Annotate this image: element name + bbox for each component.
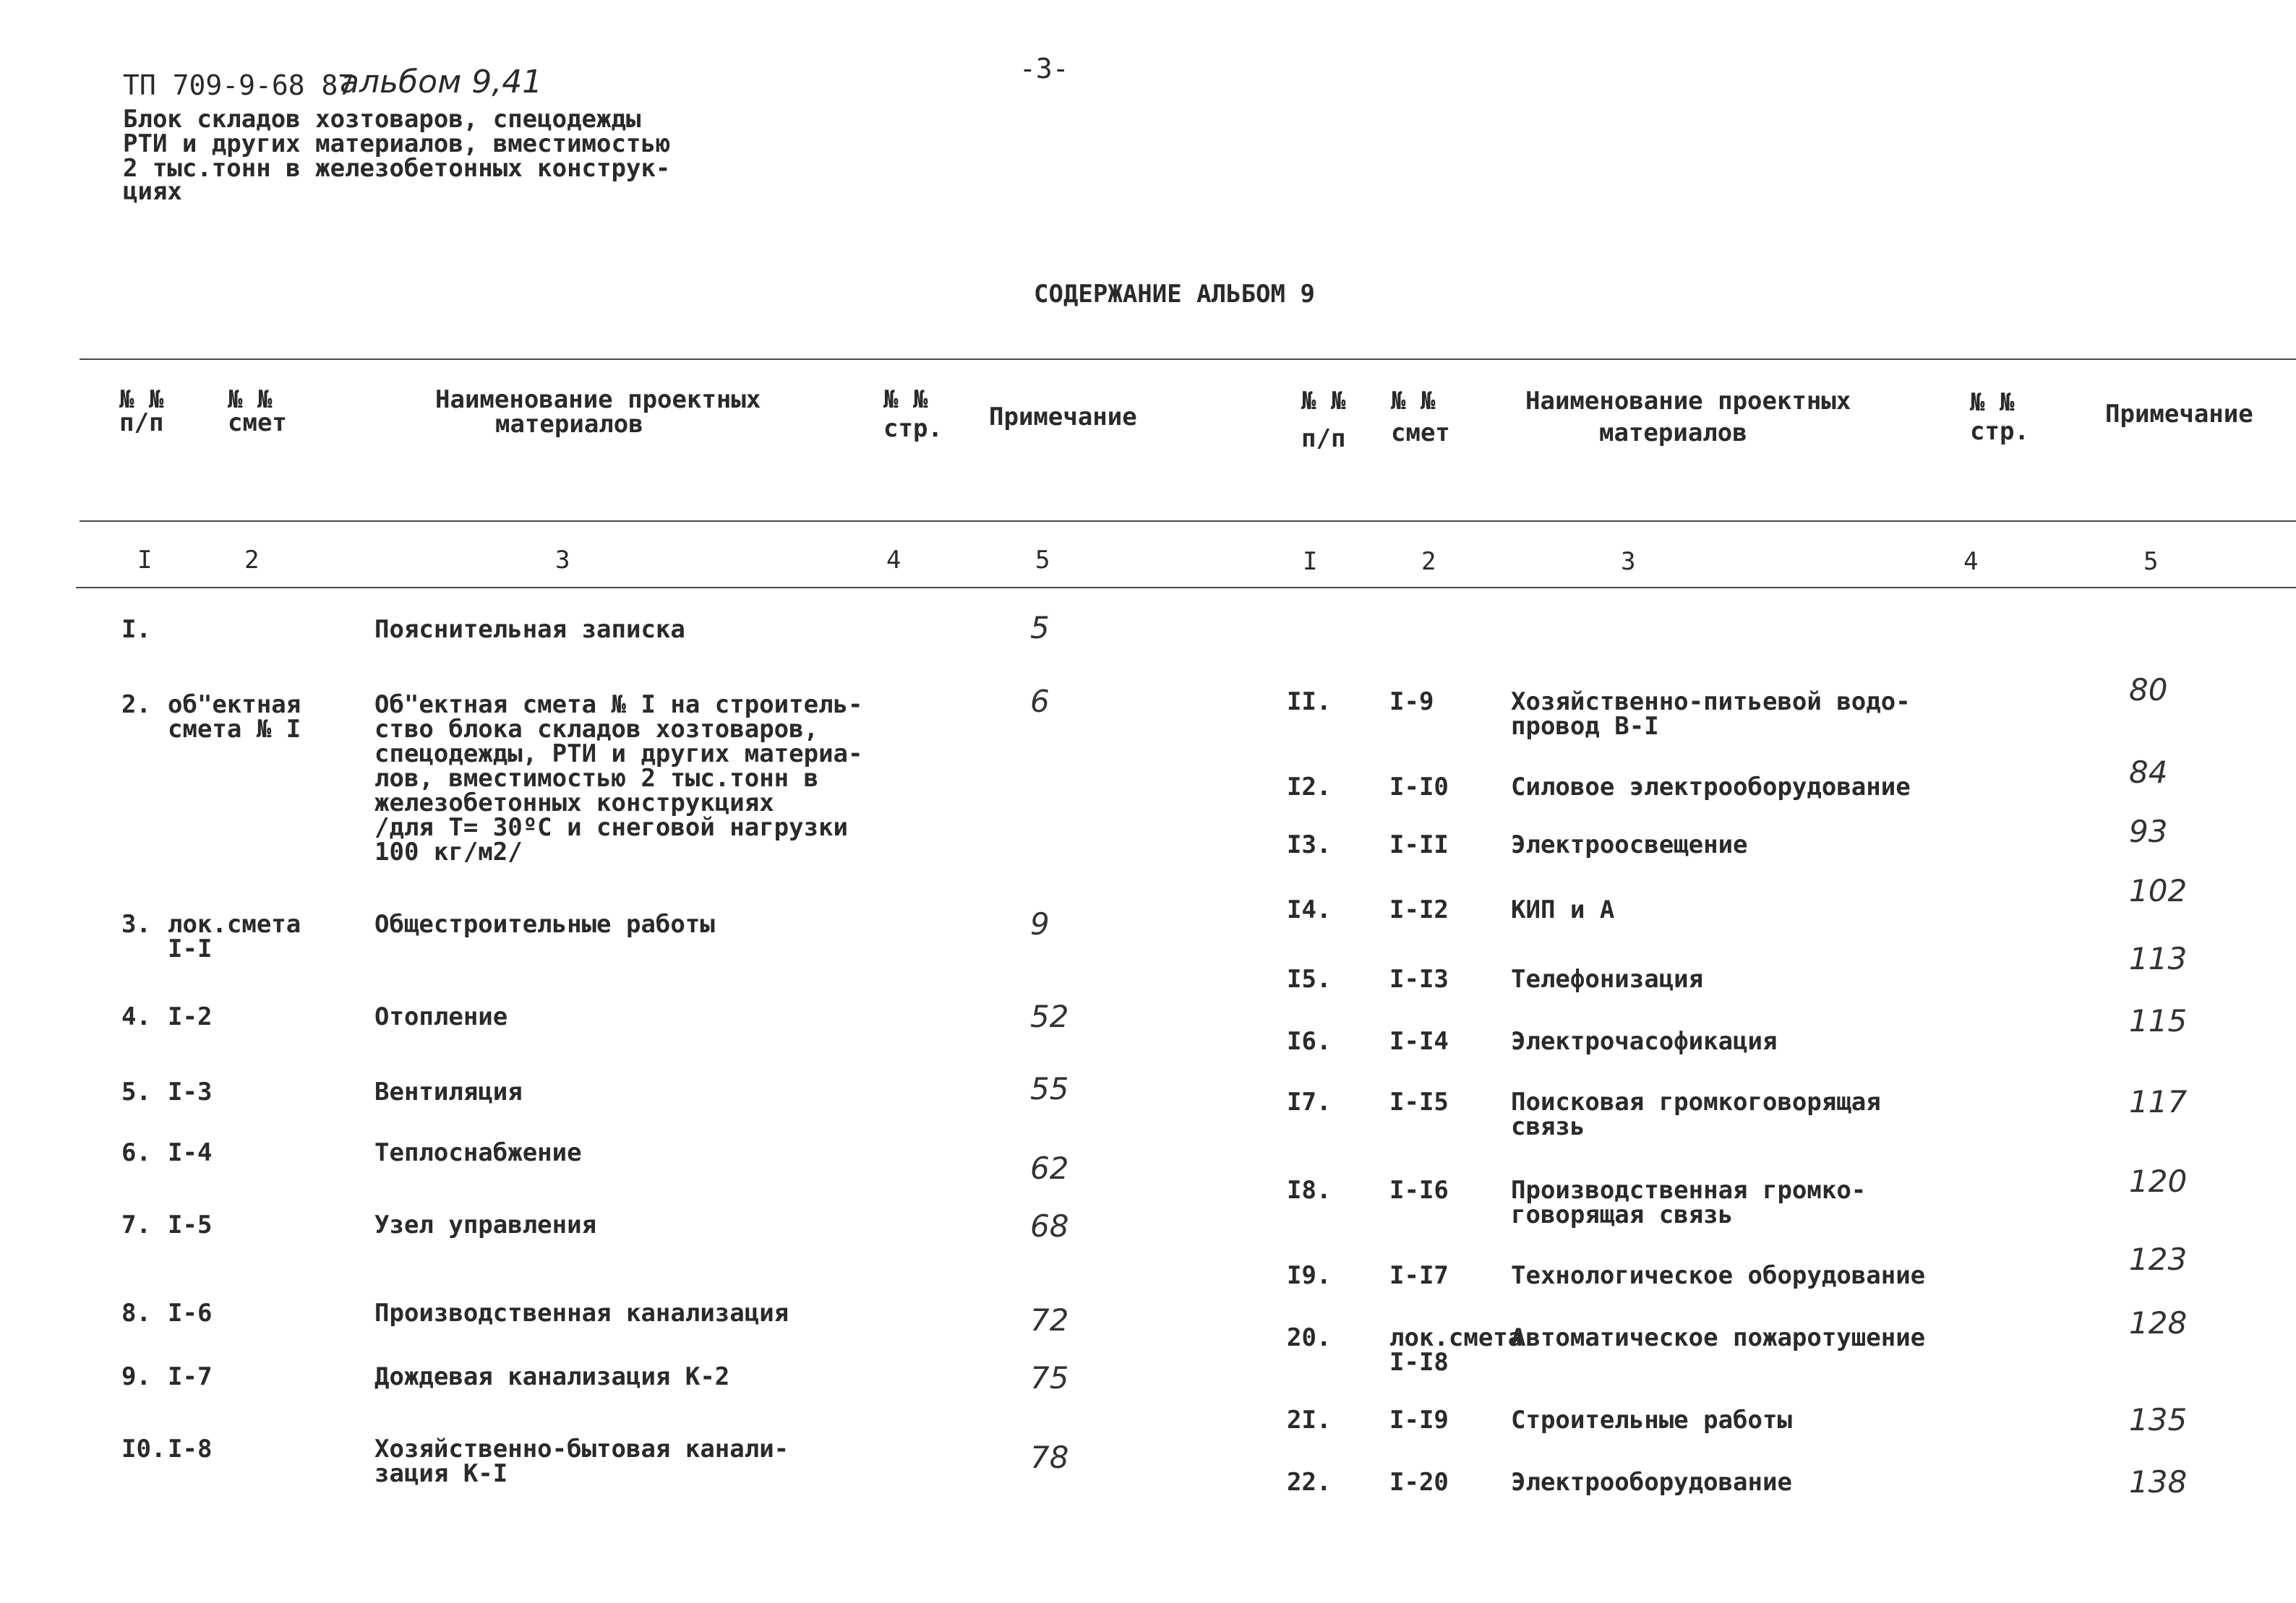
row-name: 100 кг/м2/ [374, 838, 523, 867]
row-name: Об"ектная смета № I на строитель- [374, 690, 863, 719]
row-smeta: I-2 [168, 1002, 213, 1031]
table-header-rule [80, 520, 2296, 522]
row-number: 22. [1287, 1468, 1332, 1497]
col-header-page-l2: стр. [883, 414, 943, 443]
col-header-name-l1: Наименование проектных [1525, 387, 1851, 416]
row-page-number: 62 [1030, 1151, 1069, 1186]
row-number: II. [1287, 687, 1332, 716]
row-name: говорящая связь [1511, 1200, 1734, 1229]
row-smeta: смета № I [168, 715, 301, 744]
row-smeta: I-5 [168, 1211, 213, 1239]
row-name: железобетонных конструкциях [374, 788, 774, 817]
header-desc-line: Блок складов хозтоваров, спецодежды [123, 105, 641, 134]
row-name: Теплоснабжение [374, 1138, 582, 1167]
row-name: Электроосвещение [1511, 830, 1748, 859]
row-page-number: 75 [1030, 1360, 1069, 1396]
row-name: Электрочасофикация [1511, 1027, 1778, 1056]
header-desc-line: 2 тыс.тонн в железобетонных конструк- [123, 154, 671, 183]
col-header-page-l2: стр. [1970, 417, 2029, 446]
row-name: Общестроительные работы [374, 910, 715, 939]
row-name: Телефонизация [1511, 965, 1704, 994]
row-smeta: I-I9 [1389, 1406, 1449, 1435]
row-number: 7. [121, 1211, 151, 1239]
row-name: /для Т= 30ºС и снеговой нагрузки [374, 813, 849, 842]
col-header-note: Примечание [989, 403, 1137, 431]
row-smeta: I-I3 [1389, 965, 1449, 994]
row-smeta: I-3 [168, 1078, 213, 1106]
row-page-number: 138 [2129, 1464, 2188, 1500]
row-name: спецодежды, РТИ и других материа- [374, 739, 863, 768]
row-page-number: 117 [2129, 1084, 2188, 1119]
row-number: I0. [121, 1435, 166, 1464]
row-number: I. [121, 615, 151, 644]
col-number: 2 [244, 546, 260, 575]
row-name: Технологическое оборудование [1511, 1261, 1926, 1290]
row-smeta: I-I8 [1389, 1348, 1449, 1377]
col-number: 4 [886, 546, 901, 575]
col-header-page-l1: № № [1970, 388, 2015, 417]
row-number: 4. [121, 1002, 151, 1031]
row-name: Силовое электрооборудование [1511, 773, 1911, 802]
row-smeta: лок.смета [1389, 1323, 1523, 1352]
row-page-number: 78 [1030, 1440, 1069, 1475]
row-smeta: лок.смета [168, 910, 301, 939]
row-smeta: I-7 [168, 1362, 213, 1391]
row-name: Поисковая громкоговорящая [1511, 1088, 1881, 1117]
row-smeta: I-I2 [1389, 895, 1449, 924]
row-number: I4. [1287, 895, 1332, 924]
row-number: 8. [121, 1299, 151, 1328]
col-number: 5 [2143, 547, 2159, 576]
row-page-number: 80 [2129, 672, 2168, 708]
row-page-number: 135 [2129, 1402, 2188, 1437]
row-number: 20. [1287, 1323, 1332, 1352]
row-number: I2. [1287, 773, 1332, 802]
row-name: Узел управления [374, 1211, 597, 1239]
col-header-smeta-l1: № № [1391, 387, 1436, 416]
row-page-number: 113 [2129, 941, 2188, 976]
row-smeta: I-I6 [1389, 1176, 1449, 1205]
row-name: КИП и А [1511, 895, 1615, 924]
row-page-number: 93 [2129, 814, 2168, 849]
row-page-number: 72 [1030, 1302, 1069, 1338]
row-number: I9. [1287, 1261, 1332, 1290]
col-header-no-l1: № № [1301, 387, 1346, 416]
row-smeta: I-I5 [1389, 1088, 1449, 1117]
col-number: 5 [1035, 546, 1050, 575]
col-header-smeta-l1: № № [228, 385, 273, 414]
row-name: провод В-I [1511, 712, 1659, 741]
col-header-page-l1: № № [883, 385, 928, 414]
col-header-no-l2: п/п [1301, 424, 1346, 453]
col-number: I [1303, 547, 1318, 576]
row-name: Производственная громко- [1511, 1176, 1867, 1205]
row-name: Пояснительная записка [374, 615, 685, 644]
table-colnum-rule [76, 587, 2296, 588]
col-header-smeta-l2: смет [1391, 418, 1450, 447]
row-page-number: 115 [2129, 1003, 2188, 1039]
col-number: I [137, 546, 153, 575]
row-smeta: I-9 [1389, 687, 1434, 716]
row-smeta: I-I0 [1389, 773, 1449, 802]
row-smeta: I-8 [168, 1435, 213, 1464]
row-name: ство блока складов хозтоваров, [374, 715, 819, 744]
row-name: Дождевая канализация К-2 [374, 1362, 730, 1391]
page-number: -3- [1019, 53, 1069, 85]
col-header-no-l2: п/п [119, 408, 164, 437]
row-name: Вентиляция [374, 1078, 523, 1106]
row-number: 6. [121, 1138, 151, 1167]
col-header-no-l1: № № [119, 385, 164, 414]
row-number: I8. [1287, 1176, 1332, 1205]
page-title: СОДЕРЖАНИЕ АЛЬБОМ 9 [1034, 280, 1315, 309]
row-name: Производственная канализация [374, 1299, 789, 1328]
row-smeta: I-I7 [1389, 1261, 1449, 1290]
col-number: 4 [1963, 547, 1979, 576]
col-header-name-l2: материалов [495, 410, 643, 439]
table-top-rule [80, 358, 2296, 360]
row-smeta: I-6 [168, 1299, 213, 1328]
row-page-number: 102 [2129, 873, 2188, 908]
row-page-number: 68 [1030, 1208, 1069, 1244]
row-smeta: I-I4 [1389, 1027, 1449, 1056]
col-number: 3 [1621, 547, 1636, 576]
row-page-number: 84 [2129, 755, 2168, 790]
row-page-number: 123 [2129, 1242, 2188, 1277]
row-page-number: 120 [2129, 1164, 2188, 1199]
row-name: связь [1511, 1112, 1585, 1141]
row-number: I6. [1287, 1027, 1332, 1056]
row-number: 5. [121, 1078, 151, 1106]
row-smeta: I-I [168, 934, 213, 963]
header-desc-line: РТИ и других материалов, вместимостью [123, 129, 671, 158]
row-number: 2I. [1287, 1406, 1332, 1435]
row-number: 2. [121, 690, 151, 719]
row-name: Хозяйственно-питьевой водо- [1511, 687, 1911, 716]
row-name: Хозяйственно-бытовая канали- [374, 1435, 789, 1464]
row-name: Отопление [374, 1002, 508, 1031]
row-name: лов, вместимостью 2 тыс.тонн в [374, 764, 819, 793]
row-smeta: I-4 [168, 1138, 213, 1167]
col-header-name-l1: Наименование проектных [435, 385, 761, 414]
document-code: ТП 709-9-68 87 [123, 69, 355, 101]
col-header-note: Примечание [2105, 400, 2253, 429]
row-page-number: 55 [1030, 1071, 1069, 1106]
row-number: I7. [1287, 1088, 1332, 1117]
row-name: Автоматическое пожаротушение [1511, 1323, 1926, 1352]
col-header-smeta-l2: смет [228, 408, 287, 437]
row-page-number: 52 [1030, 999, 1069, 1034]
row-smeta: I-20 [1389, 1468, 1449, 1497]
row-smeta: I-II [1389, 830, 1449, 859]
row-name: зация К-I [374, 1459, 508, 1488]
row-page-number: 6 [1030, 684, 1050, 719]
col-header-name-l2: материалов [1599, 418, 1747, 447]
row-number: 3. [121, 910, 151, 939]
row-number: I5. [1287, 965, 1332, 994]
col-number: 3 [555, 546, 570, 575]
row-smeta: об"ектная [168, 690, 301, 719]
row-number: I3. [1287, 830, 1332, 859]
row-number: 9. [121, 1362, 151, 1391]
header-desc-line: циях [123, 177, 182, 206]
col-number: 2 [1421, 547, 1436, 576]
row-name: Строительные работы [1511, 1406, 1792, 1435]
row-page-number: 5 [1030, 610, 1050, 645]
album-handwritten: альбом 9,41 [340, 64, 543, 100]
row-name: Электрооборудование [1511, 1468, 1792, 1497]
row-page-number: 128 [2129, 1305, 2188, 1341]
row-page-number: 9 [1030, 906, 1050, 942]
